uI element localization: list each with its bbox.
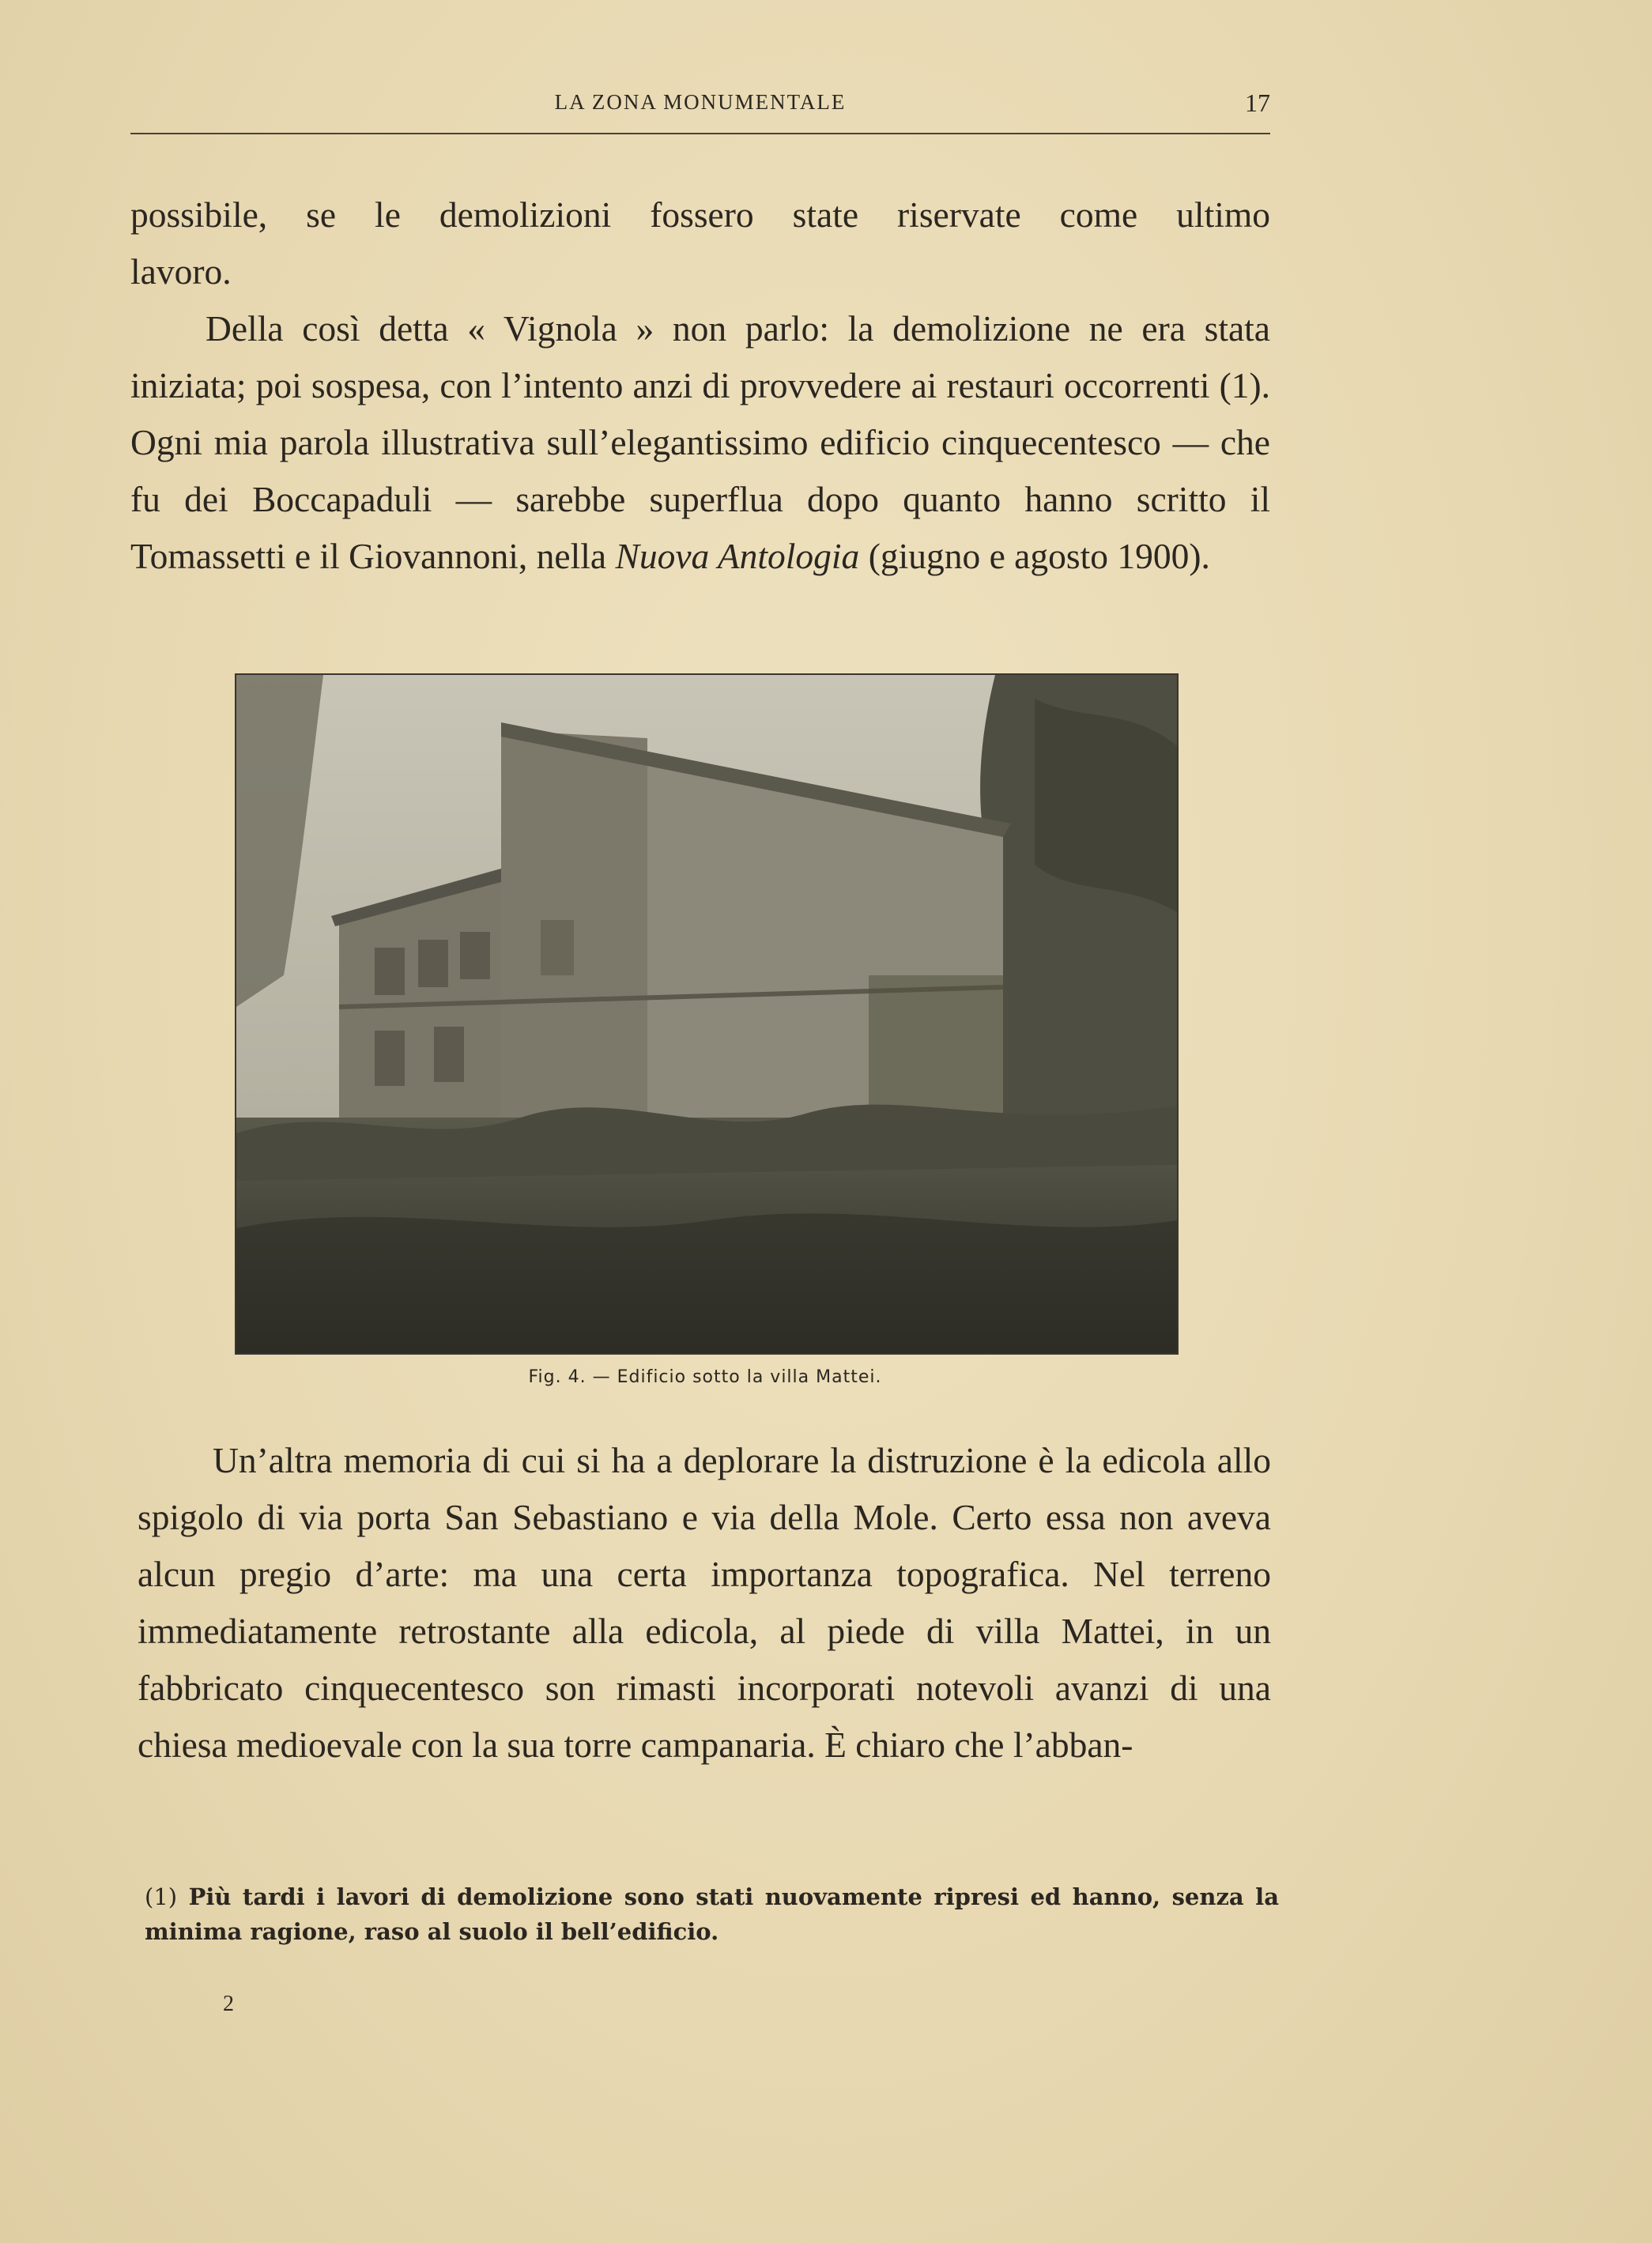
paragraph-2-end: (giugno e agosto 1900). <box>868 536 1210 576</box>
paragraph-edicola: Un’altra memoria di cui si ha a deplorare la distruzione è la edicola allo spigolo di via porta San Sebastiano e via della Mole. Certo essa non aveva alcun pregio d’arte: ma una certa importanza topografica. Nel terreno immediatamente retrostante alla edicola, al piede di villa Mattei, in un fabbricato cinquecentesco son rimasti incorporati notevoli avanzi di una chiesa medioevale con la sua torre campanaria. È chiaro che l’abban- <box>138 1440 1271 1765</box>
paragraph-continuation-end: lavoro. <box>130 251 232 292</box>
figure-photograph <box>235 673 1179 1355</box>
paragraph-2-text: Della così detta « Vignola » non parlo: la demolizione ne era stata iniziata; poi sospesa, con l’intento anzi di provvedere ai restauri occorrenti (1). Ogni mia parola illustrativa sull’elegantissimo edificio cinquecentesco — che fu dei Boccapaduli — sarebbe superflua dopo quanto hanno scritto il Tomassetti e il Giovannoni, nella <box>130 308 1270 576</box>
signature-mark: 2 <box>223 1992 234 2016</box>
journal-title: Nuova Antologia <box>615 536 860 576</box>
footnote <box>145 1879 1279 1949</box>
paragraph-vignola <box>130 300 1270 585</box>
building-photo <box>236 675 1177 1353</box>
body-text-top <box>130 187 1270 585</box>
page-header <box>130 89 1270 134</box>
body-text-bottom <box>138 1432 1271 1774</box>
paragraph-continuation <box>130 187 1270 243</box>
page-number: 17 <box>1245 89 1270 117</box>
footnote-text: Più tardi i lavori di demolizione sono stati nuovamente ripresi ed hanno, senza la minima ragione, raso al suolo il bell’edificio. <box>145 1883 1279 1945</box>
footnote-marker: (1) <box>145 1883 178 1910</box>
figure-caption: Fig. 4. — Edificio sotto la villa Mattei. <box>528 1367 882 1387</box>
running-title: LA ZONA MONUMENTALE <box>554 90 847 114</box>
paragraph-1-line-1: possibile, se le demolizioni fossero state riservate come ultimo <box>130 194 1270 235</box>
